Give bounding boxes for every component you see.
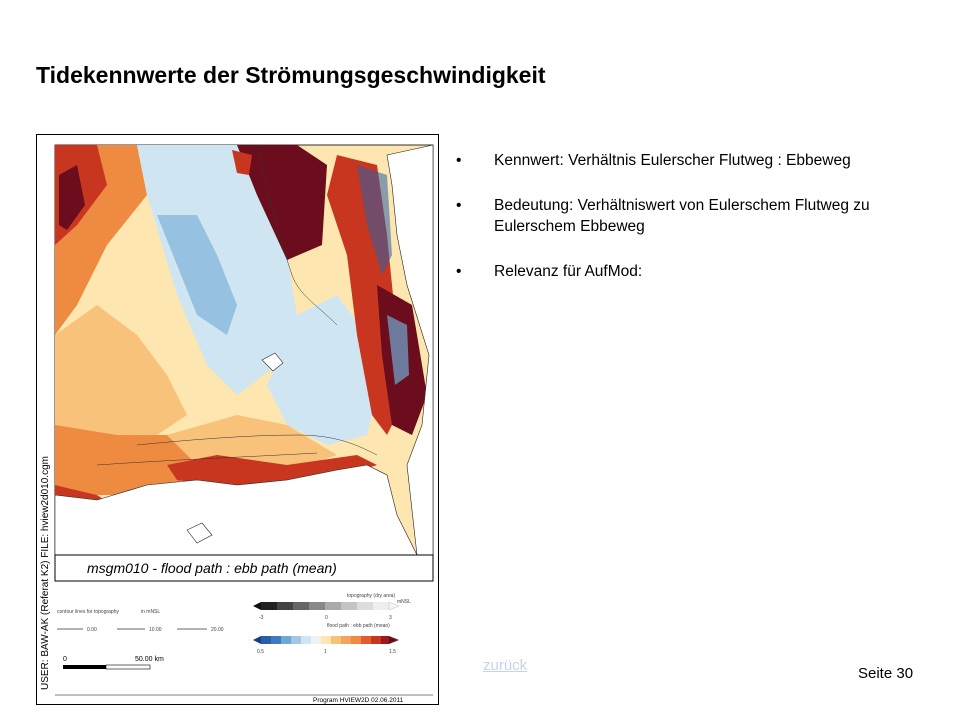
contour-value-1: 0.00 (87, 627, 97, 633)
contour-legend-unit: in mNSL (141, 609, 161, 615)
ratio-tick-3: 1.5 (389, 649, 396, 655)
slide-title: Tidekennwerte der Strömungsgeschwindigkeit (36, 62, 546, 88)
topo-legend-title: topography (dry area) (347, 593, 396, 599)
bullet-text: Kennwert: Verhältnis Eulerscher Flutweg : Ebbeweg (494, 152, 851, 169)
contour-value-3: 20.00 (211, 627, 224, 633)
contour-legend-label: contour lines for topography (57, 609, 119, 615)
map-figure (37, 135, 440, 706)
scale-bar (63, 665, 150, 669)
contour-value-2: 10.00 (149, 627, 162, 633)
ratio-tick-1: 0.5 (257, 649, 264, 655)
topo-legend-unit: mNSL (397, 599, 411, 605)
topo-colorbar (253, 602, 399, 610)
bullet-text: Bedeutung: Verhältniswert von Eulerschem Flutweg zu Eulerschem Ebbeweg (494, 197, 870, 235)
contour-legend-lines (57, 627, 224, 633)
ratio-colorbar (253, 636, 399, 644)
program-footer: Program HVIEW2D 02.06.2011 (313, 697, 404, 704)
bullet-symbol: • (456, 263, 462, 280)
back-link[interactable]: zurück (483, 657, 528, 674)
topo-tick-3: 3 (389, 615, 392, 621)
bullet-item (456, 195, 876, 237)
bullet-symbol: • (456, 152, 462, 169)
map-caption: msgm010 - flood path : ebb path (mean) (87, 560, 337, 576)
bullet-item (456, 261, 876, 282)
page-number: Seite 30 (858, 665, 914, 682)
flood-ebb-ratio-map (36, 134, 439, 705)
bullet-text: Relevanz für AufMod: (494, 263, 643, 280)
scale-end-label: 50.00 km (135, 656, 164, 663)
map-side-label: USER: BAW-AK (Referat K2) FILE: hview2d010.cgm (40, 456, 51, 690)
scale-start-label: 0 (63, 656, 67, 663)
ratio-legend-title: flood path : ebb path (mean) (327, 623, 390, 629)
bullet-symbol: • (456, 197, 462, 214)
ratio-tick-2: 1 (324, 649, 327, 655)
topo-tick-2: 0 (325, 615, 328, 621)
bullet-item (456, 150, 876, 171)
topo-tick-1: -3 (259, 615, 264, 621)
bullet-list (456, 150, 876, 306)
